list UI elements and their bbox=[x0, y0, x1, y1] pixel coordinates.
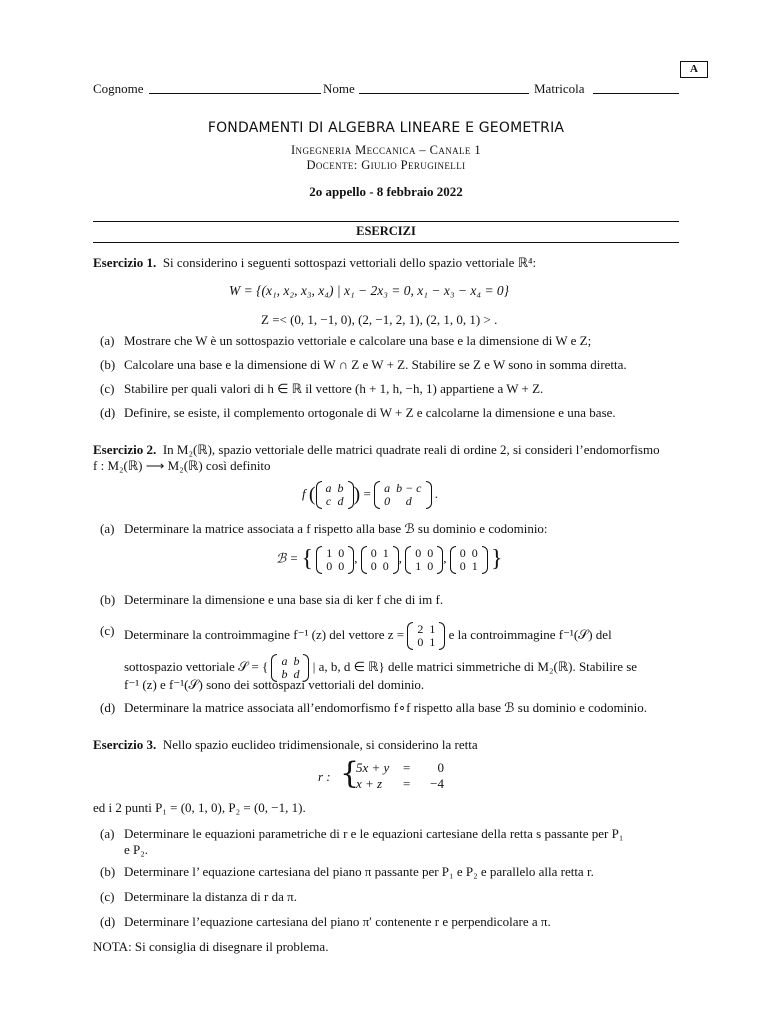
note-text: NOTA: Si consiglia di disegnare il problema. bbox=[93, 939, 329, 954]
exercise-1-label: Esercizio 1. bbox=[93, 255, 157, 270]
matrix-output: a b − c 0 d bbox=[374, 482, 431, 508]
f-definition: f ( a b c d ) = a b − c 0 d . bbox=[302, 481, 438, 508]
teacher-subtitle: Docente: Giulio Peruginelli bbox=[306, 158, 466, 172]
nome-line[interactable] bbox=[359, 93, 529, 94]
exercise-3-heading bbox=[93, 737, 478, 753]
cognome-label: Cognome bbox=[93, 81, 144, 96]
matricola-label: Matricola bbox=[534, 81, 585, 96]
exercise-3-intro: Nello spazio euclideo tridimensionale, si considerino la retta bbox=[162, 737, 478, 752]
matrix-s: a b b d bbox=[271, 655, 309, 681]
student-fields bbox=[93, 81, 679, 97]
exercise-2-heading bbox=[93, 442, 660, 458]
exercise-2-intro-1: In M₂(ℝ), spazio vettoriale delle matrici quadrate reali di ordine 2, si consideri l’endomorfismo bbox=[162, 442, 660, 457]
exercise-2-label: Esercizio 2. bbox=[93, 442, 157, 457]
exercise-3-label: Esercizio 3. bbox=[93, 737, 157, 752]
nome-label: Nome bbox=[323, 81, 355, 96]
points-text: ed i 2 punti P₁ = (0, 1, 0), P₂ = (0, −1, 1). bbox=[93, 800, 306, 815]
exercise-1-intro: Si considerino i seguenti sottospazi vettoriali dello spazio vettoriale ℝ⁴: bbox=[162, 255, 537, 270]
matrix-input: a b c d bbox=[316, 482, 354, 508]
matrix-z: 2 1 0 1 bbox=[407, 623, 445, 649]
section-rule-bottom bbox=[93, 242, 679, 243]
section-title: ESERCIZI bbox=[356, 224, 416, 238]
eq-w: W = {(x₁, x₂, x₃, x₄) | x₁ − 2x₃ = 0, x₁ − x₃ − x₄ = 0} bbox=[229, 283, 510, 298]
basis-b: ℬ = { 1 0 0 0 , 0 1 0 0 , 0 0 1 0 , 0 0 0 1 } bbox=[276, 545, 503, 573]
exam-date: 2o appello - 8 febbraio 2022 bbox=[309, 184, 463, 199]
cognome-line[interactable] bbox=[149, 93, 321, 94]
degree-subtitle: Ingegneria Meccanica – Canale 1 bbox=[290, 143, 481, 157]
matricola-line[interactable] bbox=[593, 93, 679, 94]
course-title: FONDAMENTI DI ALGEBRA LINEARE E GEOMETRIA bbox=[207, 120, 565, 136]
exercise-1-heading bbox=[93, 255, 536, 271]
exercise-2-intro-2: f : M₂(ℝ) ⟶ M₂(ℝ) così definito bbox=[93, 458, 271, 473]
section-rule-top bbox=[93, 221, 679, 222]
eq-z: Z =< (0, 1, −1, 0), (2, −1, 2, 1), (2, 1, 0, 1) > . bbox=[261, 312, 498, 327]
version-box: A bbox=[680, 61, 708, 78]
exam-page: A Cognome Nome Matricola FONDAMENTI DI ALGEBRA LINEARE E GEOMETRIA Ingegneria Meccanica – Canale 1 Docente: Giulio Peruginelli 2o appello - 8 febbraio 2022 ESERCIZI Esercizio 1. Si considerino i seguenti sottospazi vettoriali dello spazio vettoriale ℝ⁴: W = {(x₁, x₂, x₃, x₄) | x₁ − 2x₃ = 0, x₁ − x₃ − x₄ = 0} Z =< (0, 1, −1, 0), (2, −1, 2, 1), (2, 1, 0, 1) > . (a) Mostrare che W è un sottospazio vettoriale e calcolare una base e la dimensione di W e Z; (b) Calcolare una base e la dimensione di W ∩ Z e W + Z. Stabilire se Z e W sono in somma diretta. (c) Stabilire per quali valori di h ∈ ℝ il vettore (h + 1, h, −h, 1) appartiene a W + Z. (d) Definire, se esiste, il complemento ortogonale di W + Z e calcolarne la dimensione e una base. Esercizio 2. In M₂(ℝ), spazio vettoriale delle matrici quadrate reali di ordine 2, si consideri l’endomorfismo f : M₂(ℝ) ⟶ M₂(ℝ) così definito f ( a b c d ) = a b − c 0 d . (a) Determinare la matrice associata a f rispetto alla base ℬ su dominio e codominio: ℬ = { 1 0 0 0 , 0 1 0 0 , 0 0 1 0 , 0 0 0 1 } (b) Determinare la dimensione e una base sia di ker f che di im f. (c) Determinare la controimmagine f⁻¹ (z) del vettore z = 2 1 0 1 e la controimmagine f⁻¹(𝒮) del sottospazio vettoriale 𝒮 = { a b b d | a, b, d ∈ ℝ} delle matrici simmetriche di M₂(ℝ). Stabilire se f⁻¹ (z) e f⁻¹(𝒮) sono dei sottospazi vettoriali del dominio. (d) Determinare la matrice associata all’endomorfismo f∘f rispetto alla base ℬ su dominio e codominio. Esercizio 3. Nello spazio euclideo tridimensionale, si considerino la retta r : { 5x + y = 0 x + z = −4 ed i 2 punti P₁ = (0, 1, 0), P₂ = (0, −1, 1). (a) Determinare le equazioni parametriche di r e le equazioni cartesiane della retta s passante per P₁ e P₂. (b) Determinare l’ equazione cartesiana del piano π passante per P₁ e P₂ e parallelo alla retta r. (c) Determinare la distanza di r da π. (d) Determinare l’equazione cartesiana del piano π′ contenente r e perpendicolare a π. NOTA: Si consiglia di disegnare il problema. bbox=[0, 0, 768, 1024]
